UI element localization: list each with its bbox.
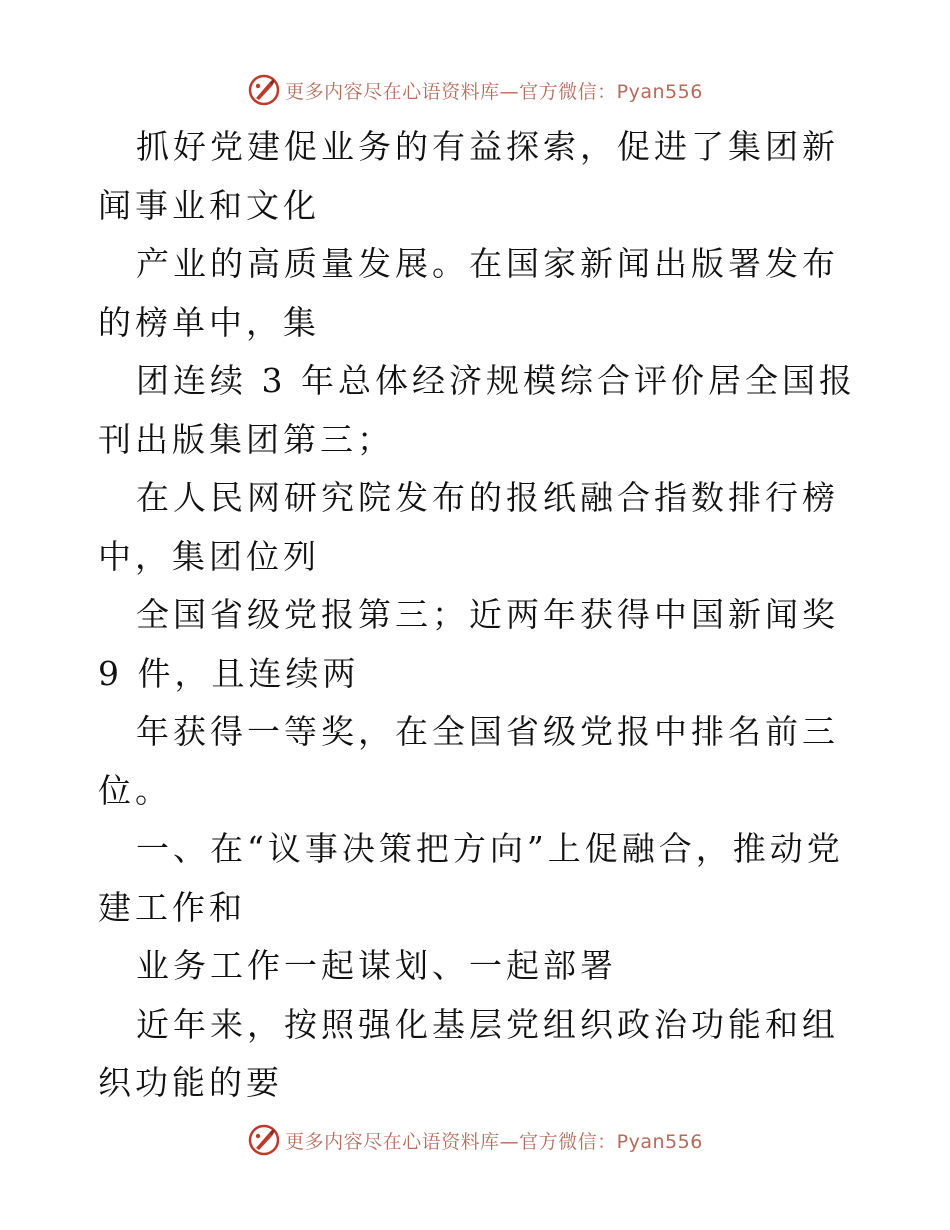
watermark-text: 更多内容尽在心语资料库—官方微信：Pyan556: [285, 80, 703, 103]
paragraph-6: 年获得一等奖，在全国省级党报中排名前三位。: [98, 712, 839, 810]
pen-logo-icon: [247, 1123, 281, 1157]
footer-watermark: [0, 1120, 950, 1160]
header-watermark: [0, 70, 950, 110]
pen-logo-icon: [247, 73, 281, 107]
paragraph-1: 抓好党建促业务的有益探索，促进了集团新闻事业和文化: [98, 127, 839, 225]
document-body: [98, 118, 858, 1113]
paragraph-7: 近年来，按照强化基层党组织政治功能和组织功能的要: [98, 1004, 839, 1102]
section-heading-cont: 业务工作一起谋划、一起部署: [136, 946, 617, 985]
paragraph-5: 全国省级党报第三；近两年获得中国新闻奖 9 件，且连续两: [98, 595, 839, 693]
paragraph-4: 在人民网研究院发布的报纸融合指数排行榜中，集团位列: [98, 478, 839, 576]
section-heading: 一、在“议事决策把方向”上促融合，推动党建工作和: [98, 829, 844, 927]
watermark-text: 更多内容尽在心语资料库—官方微信：Pyan556: [285, 1130, 703, 1153]
paragraph-2: 产业的高质量发展。在国家新闻出版署发布的榜单中，集: [98, 244, 839, 342]
paragraph-3: 团连续 3 年总体经济规模综合评价居全国报刊出版集团第三；: [98, 361, 856, 459]
